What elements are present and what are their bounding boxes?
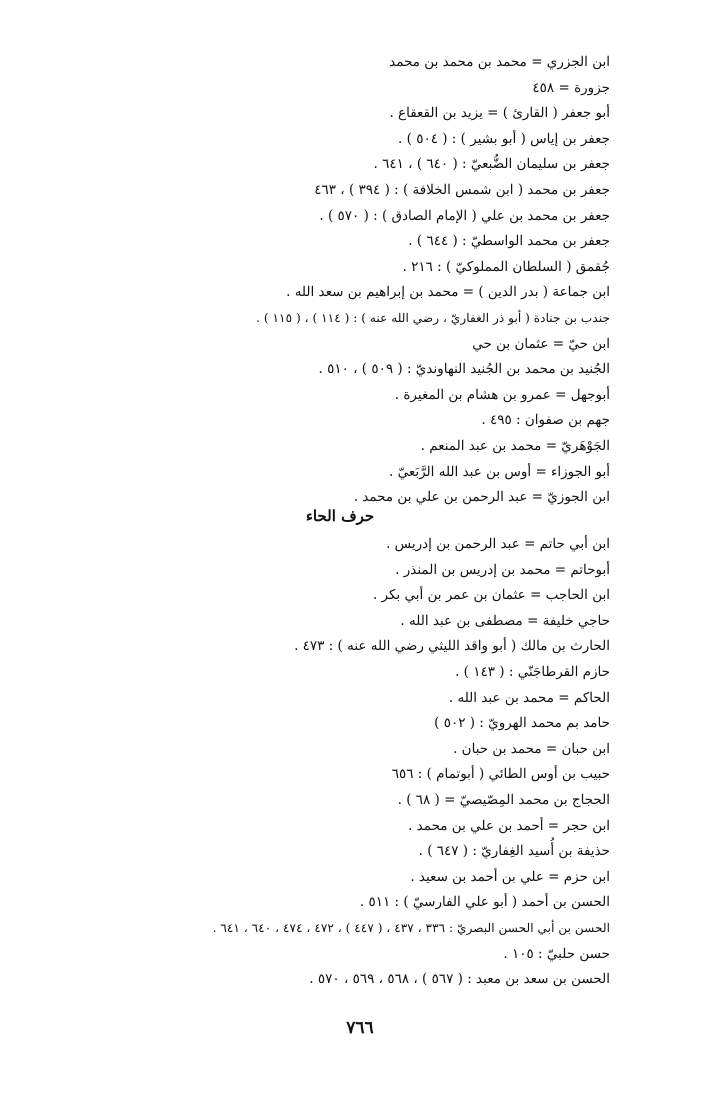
index-entry: الجَوْهَريّ = محمد بن عبد المنعم . xyxy=(420,437,610,454)
index-entry: الحارث بن مالك ( أبو واقد الليثي رضي الله عنه ) : ٤٧٣ . xyxy=(294,638,610,655)
index-entry: ابن الجوزيّ = عبد الرحمن بن علي بن محمد . xyxy=(353,489,610,506)
page-number: ٧٦٦ xyxy=(346,1018,374,1038)
index-entry: أبوحاتم = محمد بن إدريس بن المنذر . xyxy=(395,561,610,578)
index-entry: جعفر بن إياس ( أبو بشير ) : ( ٥٠٤ ) . xyxy=(398,130,610,147)
index-entry: ابن الحاجب = عثمان بن عمر بن أبي بكر . xyxy=(372,587,610,604)
index-entry: جهم بن صفوان : ٤٩٥ . xyxy=(481,412,610,429)
index-entry: جعفر بن سليمان الضُّبعيّ : ( ٦٤٠ ) ، ٦٤١ . xyxy=(373,156,610,173)
index-entry: ابن جماعة ( بدر الدين ) = محمد بن إبراهيم بن سعد الله . xyxy=(286,284,610,301)
index-entry: الحاكم = محمد بن عبد الله . xyxy=(448,689,610,706)
index-entry: ابن حجر = أحمد بن علي بن محمد . xyxy=(408,817,610,834)
index-entry: ابن أبي حاتم = عبد الرحمن بن إدريس . xyxy=(386,536,610,552)
index-entry: جُقمق ( السلطان المملوكيّ ) : ٢١٦ . xyxy=(402,258,610,275)
index-entry: جعفر بن محمد بن علي ( الإمام الصادق ) : ( ٥٧٠ ) . xyxy=(319,207,610,224)
index-entry: جعفر بن محمد الواسطيّ : ( ٦٤٤ ) . xyxy=(408,233,610,250)
index-entry: ابن حبان = محمد بن حبان . xyxy=(453,740,610,757)
index-entry: الجُنيد بن محمد بن الجُنيد النهاونديّ : ( ٥٠٩ ) ، ٥١٠ . xyxy=(318,361,610,378)
index-entry: أبو الجوزاء = أوس بن عبد الله الرَّبَعيّ . xyxy=(389,463,610,480)
section-heading: حرف الحاء xyxy=(305,507,375,525)
index-entry: ابن حيّ = عثمان بن حي xyxy=(472,335,610,352)
index-entry: حذيفة بن أُسيد الغِفاريّ : ( ٦٤٧ ) . xyxy=(418,843,610,860)
index-entry: ابن حزم = علي بن أحمد بن سعيد . xyxy=(410,868,610,885)
index-list-ha xyxy=(30,532,610,993)
index-list-jim xyxy=(30,50,610,511)
index-entry: أبو جعفر ( القارئ ) = يزيد بن القعقاع . xyxy=(389,105,610,122)
index-entry: الحسن بن سعد بن معبد : ( ٥٦٧ ) ، ٥٦٨ ، ٥٦٩ ، ٥٧٠ . xyxy=(309,971,610,988)
index-entry: جزورة = ٤٥٨ xyxy=(532,79,610,96)
index-entry: حسن حلبيّ : ١٠٥ . xyxy=(503,945,610,962)
index-entry: الحسن بن أبي الحسن البصريّ : ٣٣٦ ، ٤٣٧ ، ( ٤٤٧ ) ، ٤٧٢ ، ٤٧٤ ، ٦٤٠ ، ٦٤١ . xyxy=(212,920,610,935)
index-entry: جعفر بن محمد ( ابن شمس الخلافة ) : ( ٣٩٤ ) ، ٤٦٣ xyxy=(314,181,610,198)
index-entry: الحجاج بن محمد المِصّيصيّ = ( ٦٨ ) . xyxy=(397,791,610,808)
index-entry: حاجي خليفة = مصطفى بن عبد الله . xyxy=(400,612,610,629)
index-entry: حبيب بن أوس الطائي ( أبوتمام ) : ٦٥٦ xyxy=(391,766,610,783)
index-entry: جندب بن جنادة ( أبو ذر الغفاريّ ، رضي الله عنه ) : ( ١١٤ ) ، ( ١١٥ ) . xyxy=(256,310,610,325)
index-entry: الحسن بن أحمد ( أبو علي الفارسيّ ) : ٥١١ . xyxy=(359,894,610,911)
index-entry: حامد بم محمد الهرويّ : ( ٥٠٢ ) xyxy=(434,715,610,732)
index-entry: حازم القرطاجَنّي : ( ١٤٣ ) . xyxy=(455,663,610,680)
index-entry: أبوجهل = عمرو بن هشام بن المغيرة . xyxy=(394,386,610,403)
index-entry: ابن الجزري = محمد بن محمد بن محمد xyxy=(389,54,610,70)
